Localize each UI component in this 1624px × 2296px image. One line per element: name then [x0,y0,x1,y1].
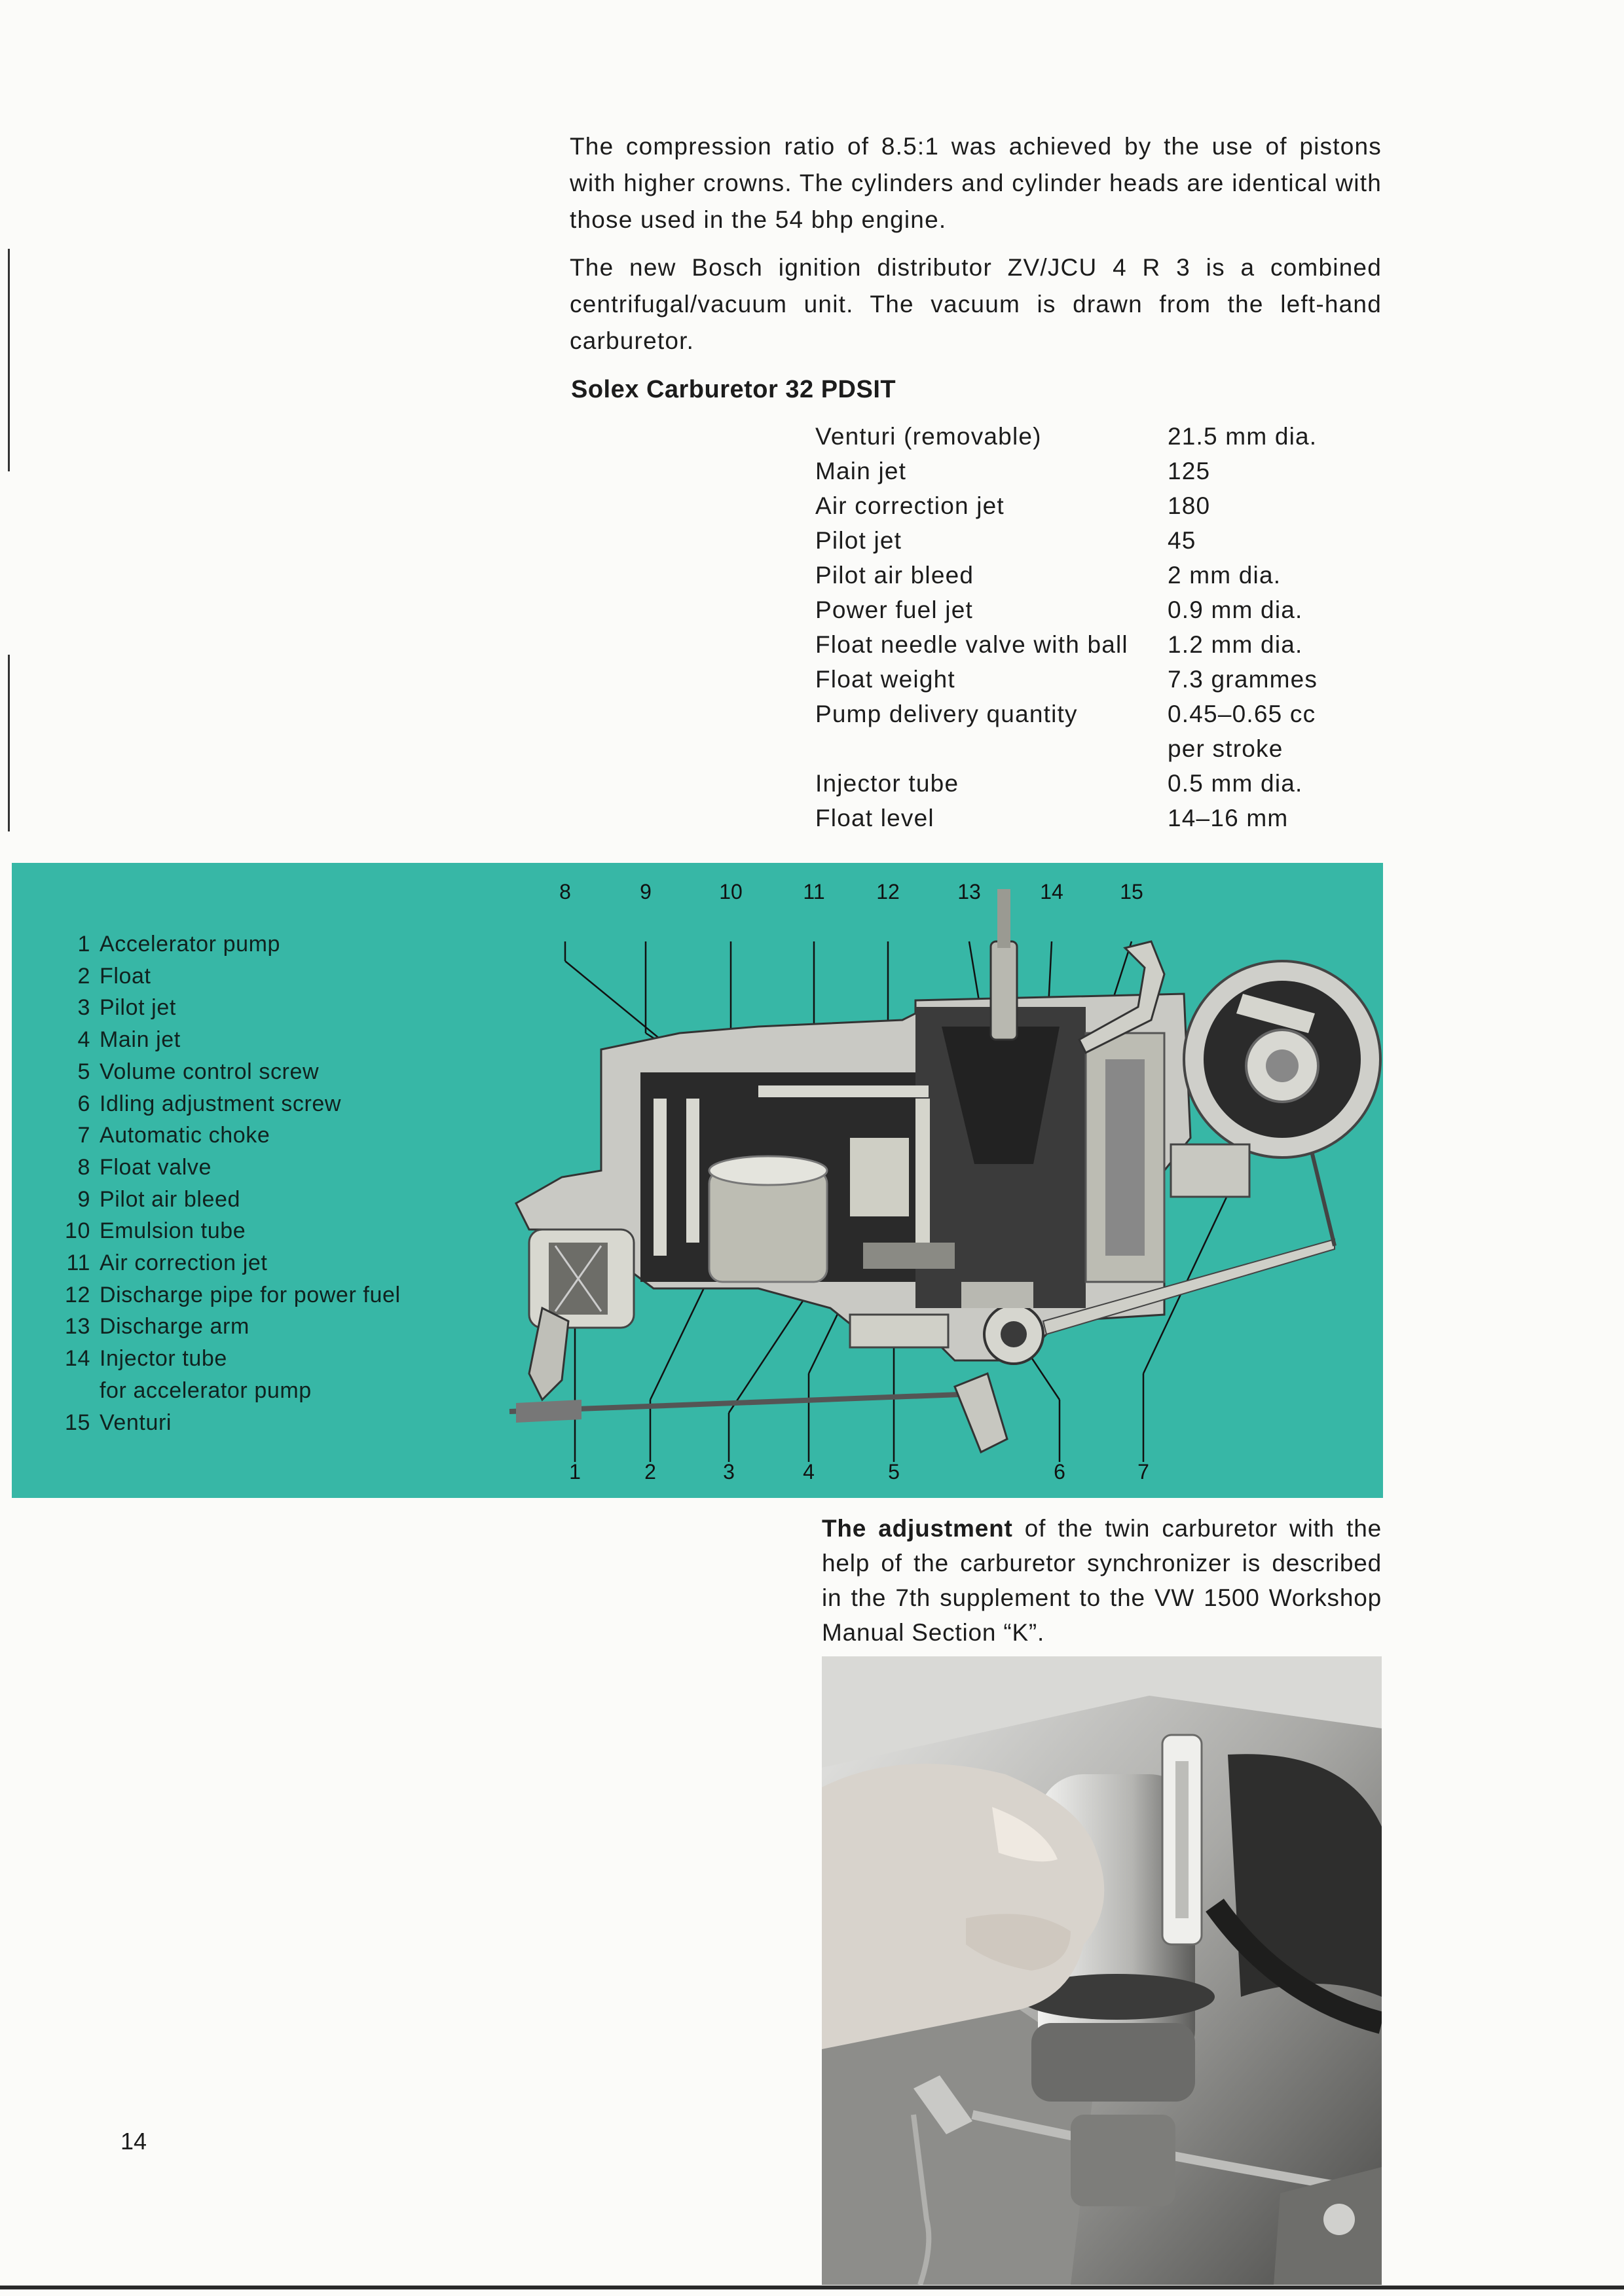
spec-value [1168,454,1377,488]
spec-label: Pilot air bleed [815,562,974,589]
callout-top: 12 [876,880,900,903]
legend-number: 3 [77,995,90,1021]
spec-row [815,766,1377,801]
spec-row [815,454,1377,488]
callout-bottom: 4 [803,1460,815,1484]
legend-number: 5 [77,1059,90,1084]
legend-label: Accelerator pump [100,932,281,957]
scan-edge-left-lower [8,655,10,831]
legend-label: Emulsion tube [100,1218,246,1244]
scan-edge-left [8,249,10,471]
legend-number: 13 [64,1314,90,1339]
callout-top: 8 [559,880,571,903]
legend-number: 15 [64,1410,90,1435]
callout-bottom: 2 [644,1460,656,1484]
carburetor-illustration [12,863,1383,1498]
legend-number: 9 [77,1186,90,1212]
carburetor-body [509,889,1380,1452]
legend-number: 8 [77,1154,90,1180]
callout-bottom: 7 [1137,1460,1149,1484]
spec-value [1168,801,1377,835]
spec-value-line: 0.9 mm dia. [1168,596,1303,623]
intro-paragraph-2: The new Bosch ignition distributor ZV/JCU 4 R 3 is a combined centrifugal/vacuum unit. The vacuum is drawn from the left-hand carburetor. [570,254,1382,354]
adjustment-text: of the twin carburetor with the help of the carburetor synchronizer is described in the 7th supplement to the VW 1500 Workshop Manual Section “K”. [822,1515,1382,1646]
synchronizer-photo [822,1656,1382,2285]
spec-row [815,662,1377,697]
spec-value [1168,558,1377,592]
spec-row [815,592,1377,627]
legend-number: 14 [64,1346,90,1372]
callout-top: 14 [1040,880,1063,903]
callout-top: 9 [640,880,652,903]
legend-label: for accelerator pump [100,1377,312,1403]
callout-top: 11 [803,880,825,903]
spec-label: Air correction jet [815,492,1005,519]
callout-top: 10 [719,880,743,903]
legend-label: Discharge arm [100,1314,249,1339]
page-number: 14 [120,2128,147,2155]
spec-row [815,488,1377,523]
spec-value [1168,523,1377,558]
intro-paragraph-1: The compression ratio of 8.5:1 was achieved by the use of pistons with higher crowns. The cylinders and cylinder heads are identical with those used in the 54 bhp engine. [570,133,1382,233]
legend-number: 4 [77,1027,90,1053]
spec-label: Main jet [815,458,907,484]
spec-value-line: 0.5 mm dia. [1168,770,1303,797]
callout-bottom: 5 [888,1460,900,1484]
spec-label: Float needle valve with ball [815,631,1128,658]
spec-value [1168,488,1377,523]
legend-label: Volume control screw [100,1059,320,1084]
intro-text [570,128,1382,371]
spec-value [1168,419,1377,454]
spec-table [815,419,1377,835]
spec-label: Pump delivery quantity [815,701,1078,727]
section-heading: Solex Carburetor 32 PDSIT [571,376,896,403]
legend-label: Main jet [100,1027,181,1053]
spec-value-line: 125 [1168,458,1211,484]
spec-value [1168,662,1377,697]
callout-top: 15 [1120,880,1143,903]
spec-row [815,697,1377,766]
legend-number: 1 [77,932,90,957]
spec-value [1168,697,1377,766]
legend-label: Pilot air bleed [100,1186,241,1212]
spec-label: Power fuel jet [815,596,973,623]
legend-number: 6 [77,1091,90,1116]
spec-value-line: 180 [1168,492,1211,519]
legend-label: Air correction jet [100,1250,268,1276]
spec-row [815,801,1377,835]
spec-row [815,523,1377,558]
spec-label: Injector tube [815,770,959,797]
scan-edge-bottom [0,2286,1624,2289]
callout-bottom: 1 [569,1460,581,1484]
callout-bottom: 6 [1054,1460,1065,1484]
carburetor-diagram [12,863,1383,1498]
spec-row [815,419,1377,454]
legend-number: 11 [66,1250,90,1276]
spec-value [1168,766,1377,801]
legend-label: Pilot jet [100,995,176,1021]
legend-number: 7 [77,1123,90,1148]
adjustment-paragraph [822,1511,1382,1650]
spec-value-line: 45 [1168,527,1196,554]
spec-label: Float level [815,805,934,831]
spec-value [1168,592,1377,627]
legend-label: Automatic choke [100,1123,270,1148]
spec-row [815,558,1377,592]
spec-value-line: per stroke [1168,735,1283,762]
legend-label: Venturi [100,1410,172,1435]
spec-value-line: 7.3 grammes [1168,666,1318,693]
spec-value-line: 14–16 mm [1168,805,1289,831]
legend-number: 2 [77,963,90,989]
spec-value-line: 0.45–0.65 cc [1168,701,1316,727]
spec-value-line: 2 mm dia. [1168,562,1282,589]
legend-label: Idling adjustment screw [100,1091,342,1116]
adjustment-lead: The adjustment [822,1515,1013,1542]
legend-label: Float valve [100,1154,212,1180]
spec-label: Venturi (removable) [815,423,1042,450]
spec-label: Float weight [815,666,955,693]
legend-number: 12 [64,1282,90,1307]
spec-value-line: 1.2 mm dia. [1168,631,1303,658]
callout-bottom: 3 [723,1460,735,1484]
legend-number: 10 [64,1218,90,1244]
legend-label: Discharge pipe for power fuel [100,1282,401,1307]
legend-label: Float [100,963,151,989]
spec-value [1168,627,1377,662]
legend-label: Injector tube [100,1346,227,1372]
callout-top: 13 [957,880,981,903]
photo-illustration [822,1656,1382,2285]
spec-value-line: 21.5 mm dia. [1168,423,1318,450]
spec-row [815,627,1377,662]
spec-label: Pilot jet [815,527,902,554]
